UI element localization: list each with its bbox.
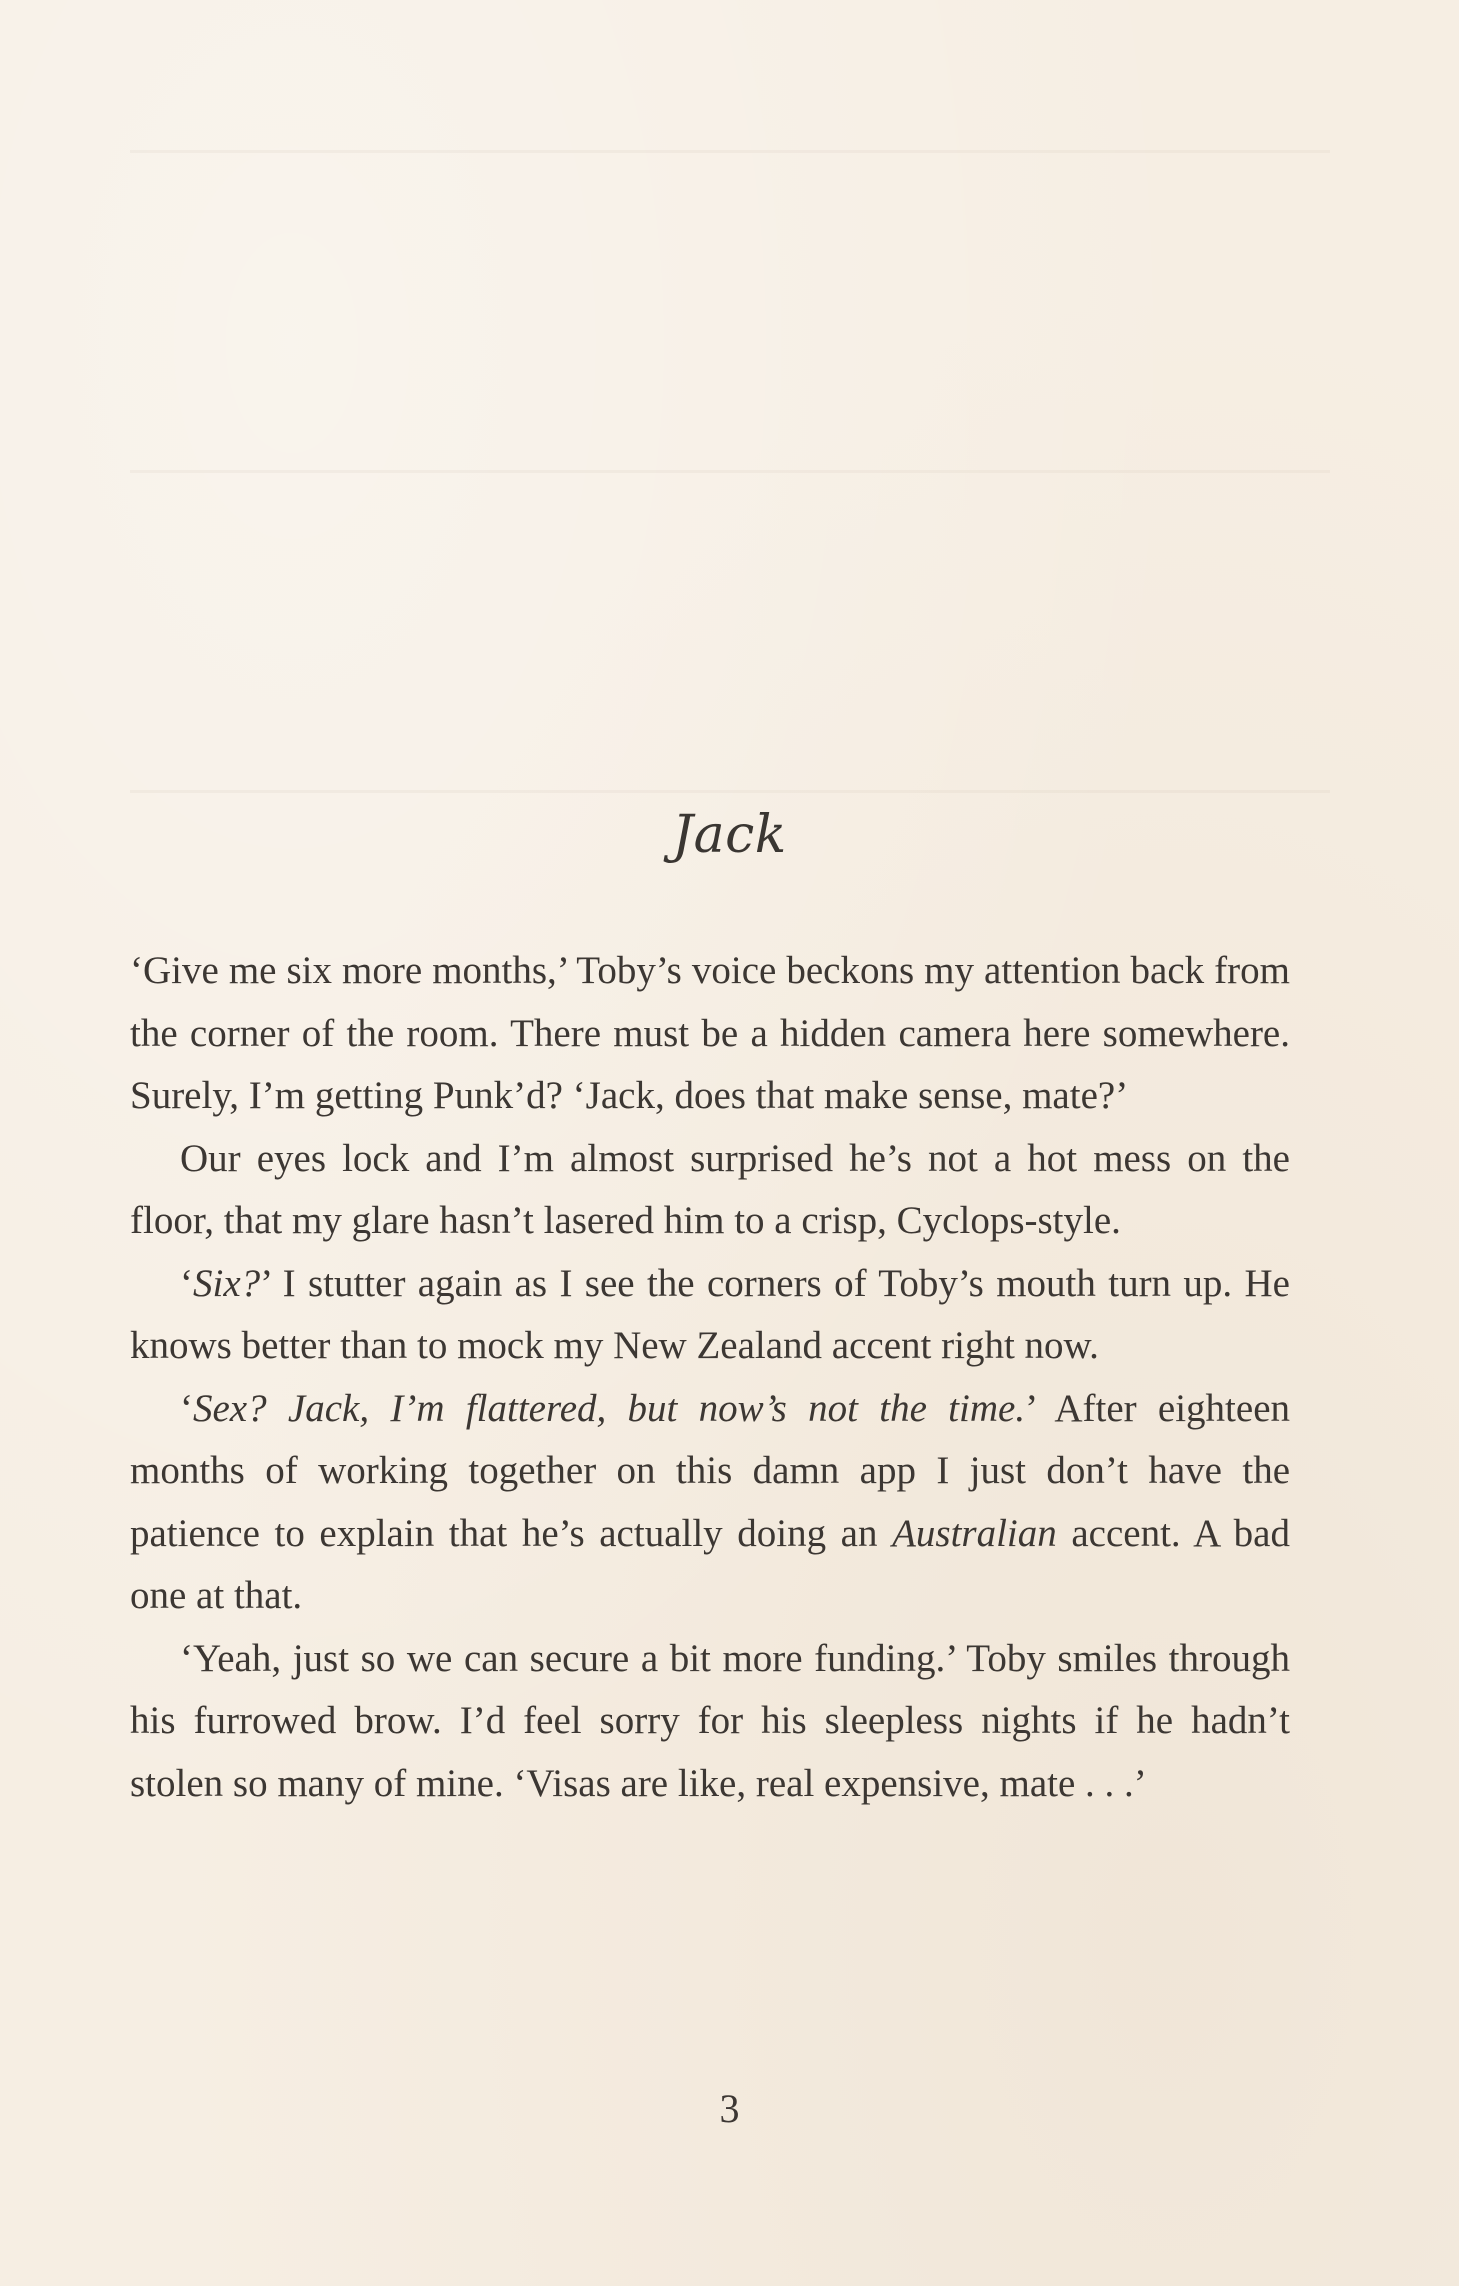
italic-text: Six?: [193, 1261, 261, 1305]
paragraph: [130, 1628, 1290, 1816]
text-run: Our eyes lock and I’m almost surprised he’s not a hot mess on the floor, that my glare hasn’t lasered him to a crisp, Cyclops-style.: [130, 1136, 1290, 1242]
show-through-line: [130, 150, 1330, 153]
text-run: ‘: [180, 1386, 193, 1430]
chapter-body: [130, 940, 1290, 1815]
paragraph: [130, 1128, 1290, 1253]
text-run: ‘Give me six more months,’ Toby’s voice beckons my attention back from the corner of the room. There must be a hidden camera here somewhere. Surely, I’m getting Punk’d? ‘Jack, does that make sense, mate?’: [130, 949, 1290, 1117]
chapter-title: Jack: [672, 805, 787, 865]
text-run: ’ After eighteen months of working together on this damn app I just don’t have the patience to explain that he’s actually doing an: [130, 1386, 1291, 1555]
paragraph: [130, 940, 1290, 1128]
page-number: 3: [719, 2086, 740, 2131]
show-through-line: [130, 790, 1330, 793]
text-run: ‘Yeah, just so we can secure a bit more funding.’ Toby smiles through his furrowed brow. I’d feel sorry for his sleepless nights if he hadn’t stolen so many of mine. ‘Visas are like, real expensive, mate . . .’: [130, 1636, 1290, 1805]
paragraph: [130, 1378, 1290, 1628]
text-run: ‘: [180, 1261, 193, 1305]
text-run: ’ I stutter again as I see the corners of Toby’s mouth turn up. He knows better than to mock my New Zealand accent right now.: [130, 1261, 1290, 1367]
show-through-line: [130, 470, 1330, 473]
italic-text: Australian: [892, 1511, 1057, 1555]
paragraph: [130, 1253, 1290, 1378]
italic-text: Sex? Jack, I’m flattered, but now’s not the time.: [193, 1386, 1026, 1430]
text-run: accent. A bad one at that.: [130, 1511, 1290, 1617]
